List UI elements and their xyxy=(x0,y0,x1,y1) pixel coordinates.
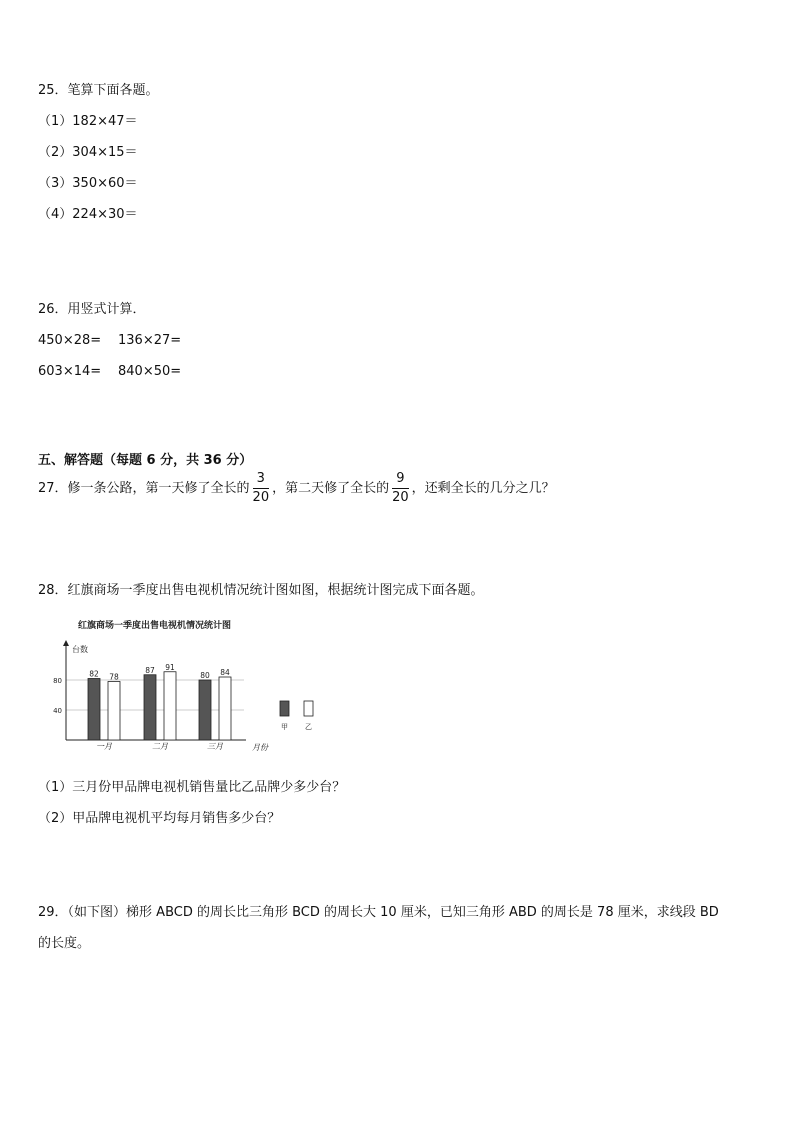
q27-part1: 27．修一条公路，第一天修了全长的 xyxy=(38,481,250,496)
bar-甲-一月 xyxy=(88,679,100,741)
q25-item-4: （4）224×30＝ xyxy=(38,207,138,222)
legend-label: 甲 xyxy=(281,723,288,731)
q29-line-2: 的长度。 xyxy=(38,936,91,951)
q27-text xyxy=(38,469,555,509)
tv-sales-bar-chart xyxy=(36,612,336,758)
q26-expr: 450×28= xyxy=(38,333,102,348)
q26-row-2 xyxy=(38,363,181,381)
q27-part2: ，第二天修了全长的 xyxy=(272,481,390,496)
fraction-numerator: 9 xyxy=(392,470,409,489)
bar-甲-二月 xyxy=(144,675,156,740)
q26-title: 26．用竖式计算． xyxy=(38,302,146,317)
bar-value-label: 91 xyxy=(165,662,175,672)
q25-item-2: （2）304×15＝ xyxy=(38,145,138,160)
section-5-title: 五、解答题（每题 6 分，共 36 分） xyxy=(38,453,253,468)
legend-swatch-乙 xyxy=(304,701,313,716)
q26-row-1 xyxy=(38,332,181,350)
legend-swatch-甲 xyxy=(280,701,289,716)
q29-line-1: 29．（如下图）梯形 ABCD 的周长比三角形 BCD 的周长大 10 厘米，已知三角形 ABD 的周长是 78 厘米，求线段 BD xyxy=(38,905,719,920)
fraction-denominator: 20 xyxy=(252,490,270,505)
q25-item-1: （1）182×47＝ xyxy=(38,114,138,129)
legend-label: 乙 xyxy=(305,723,312,731)
bar-乙-一月 xyxy=(108,682,120,741)
x-tick-label: 三月 xyxy=(207,742,223,751)
bar-value-label: 84 xyxy=(220,668,230,677)
bar-value-label: 78 xyxy=(109,672,119,682)
q26-expr: 840×50= xyxy=(118,364,182,379)
q28-subquestion-1: （1）三月份甲品牌电视机销售量比乙品牌少多少台？ xyxy=(38,780,346,795)
bar-value-label: 82 xyxy=(89,669,99,679)
fraction-denominator: 20 xyxy=(392,490,409,505)
y-axis-arrow xyxy=(63,640,69,646)
bar-乙-三月 xyxy=(219,677,231,740)
y-tick-label: 80 xyxy=(53,677,62,685)
y-tick-label: 40 xyxy=(53,707,62,715)
q27-part3: ，还剩全长的几分之几？ xyxy=(411,481,555,496)
y-axis-label: 台数 xyxy=(72,645,88,654)
x-tick-label: 二月 xyxy=(152,742,168,751)
bar-乙-二月 xyxy=(164,672,176,740)
chart-title: 红旗商场一季度出售电视机情况统计图 xyxy=(78,621,232,631)
q25-title: 25．笔算下面各题。 xyxy=(38,83,159,98)
x-tick-label: 一月 xyxy=(96,742,112,751)
fraction-numerator: 3 xyxy=(253,470,270,489)
bar-value-label: 87 xyxy=(145,665,155,675)
bar-value-label: 80 xyxy=(200,671,210,680)
fraction-3-20 xyxy=(253,470,270,507)
q28-title: 28．红旗商场一季度出售电视机情况统计图如图，根据统计图完成下面各题。 xyxy=(38,583,484,598)
q26-expr: 136×27= xyxy=(118,333,182,348)
x-axis-label: 月份 xyxy=(252,743,268,752)
q26-expr: 603×14= xyxy=(38,364,102,379)
fraction-9-20 xyxy=(392,470,409,507)
q25-item-3: （3）350×60＝ xyxy=(38,176,138,191)
bar-甲-三月 xyxy=(199,680,211,740)
q28-subquestion-2: （2）甲品牌电视机平均每月销售多少台？ xyxy=(38,811,281,826)
